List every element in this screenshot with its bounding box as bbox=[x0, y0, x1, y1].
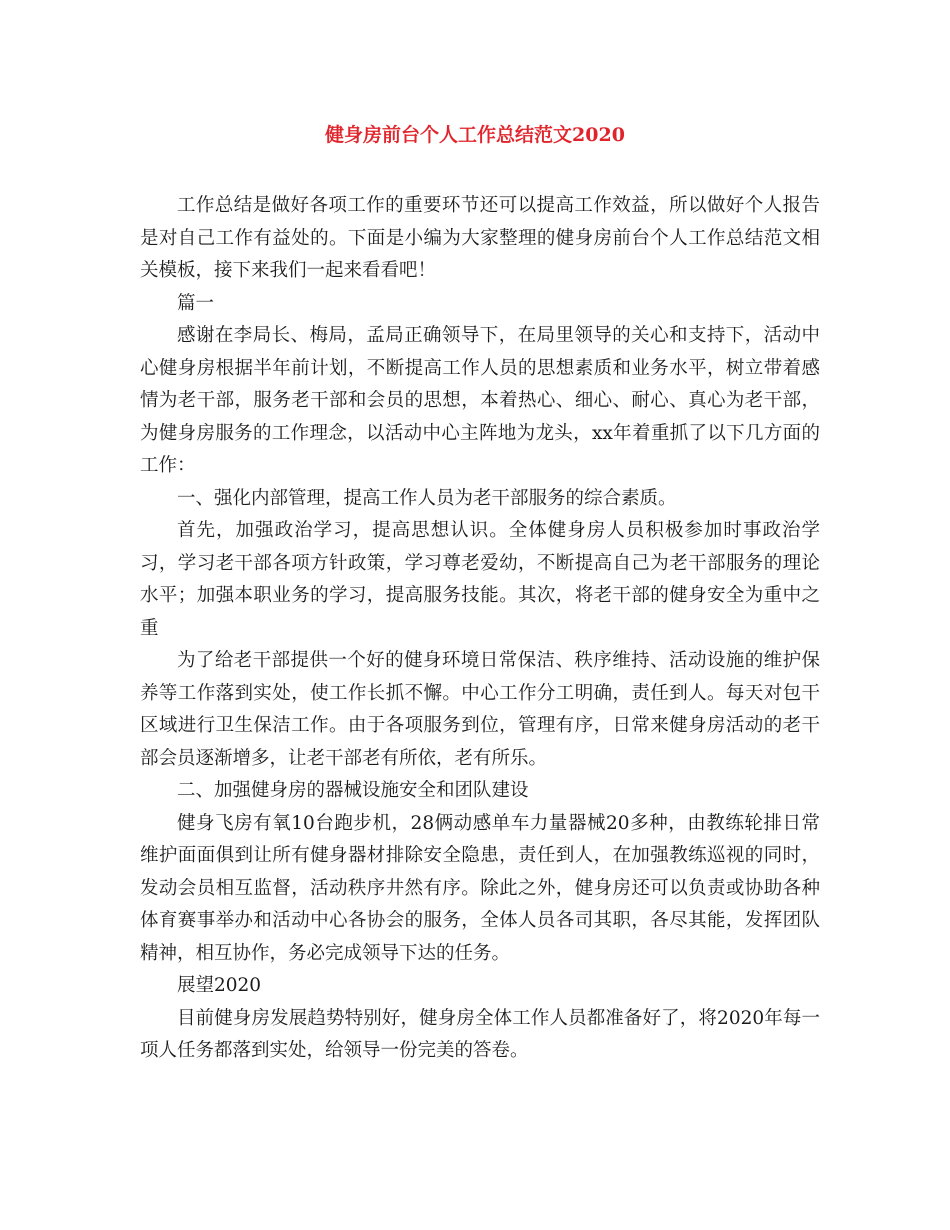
document-body bbox=[140, 190, 820, 1068]
paragraph-thanks: 感谢在李局长、梅局，孟局正确领导下，在局里领导的关心和支持下，活动中心健身房根据半年前计划，不断提高工作人员的思想素质和业务水平，树立带着感情为老干部，服务老干部和会员的思想，本着热心、细心、耐心、真心为老干部，为健身房服务的工作理念，以活动中心主阵地为龙头，xx年着重抓了以下几方面的工作： bbox=[140, 325, 820, 476]
paragraph-environment: 为了给老干部提供一个好的健身环境日常保洁、秩序维持、活动设施的维护保养等工作落到实处，使工作长抓不懈。中心工作分工明确，责任到人。每天对包干区域进行卫生保洁工作。由于各项服务到位，管理有序，日常来健身房活动的老干部会员逐渐增多，让老干部老有所依，老有所乐。 bbox=[140, 650, 820, 769]
paragraph-intro: 工作总结是做好各项工作的重要环节还可以提高工作效益，所以做好个人报告是对自己工作有益处的。下面是小编为大家整理的健身房前台个人工作总结范文相关模板，接下来我们一起来看看吧！ bbox=[140, 195, 820, 281]
section-heading-internal-management: 一、强化内部管理，提高工作人员为老干部服务的综合素质。 bbox=[177, 487, 677, 509]
paragraph-outlook: 目前健身房发展趋势特别好，健身房全体工作人员都准备好了，将2020年每一项人任务都落到实处，给领导一份完美的答卷。 bbox=[140, 1007, 820, 1061]
section-heading-part-one: 篇一 bbox=[177, 292, 215, 314]
section-heading-equipment-safety: 二、加强健身房的器械设施安全和团队建设 bbox=[177, 780, 529, 801]
paragraph-political-study: 首先，加强政治学习，提高思想认识。全体健身房人员积极参加时事政治学习，学习老干部各项方针政策，学习尊老爱幼，不断提高自己为老干部服务的理论水平；加强本职业务的学习，提高服务技能。其次，将老干部的健身安全为重中之重 bbox=[140, 520, 820, 639]
document-title: 健身房前台个人工作总结范文2020 bbox=[325, 124, 625, 146]
section-heading-outlook: 展望2020 bbox=[177, 975, 262, 996]
paragraph-equipment: 健身飞房有氧10台跑步机，28俩动感单车力量器械20多种，由教练轮排日常维护面面俱到让所有健身器材排除安全隐患，责任到人，在加强教练巡视的同时，发动会员相互监督，活动秩序井然有序。除此之外，健身房还可以负责或协助各种体育赛事举办和活动中心各协会的服务，全体人员各司其职，各尽其能，发挥团队精神，相互协作，务必完成领导下达的任务。 bbox=[140, 812, 820, 964]
